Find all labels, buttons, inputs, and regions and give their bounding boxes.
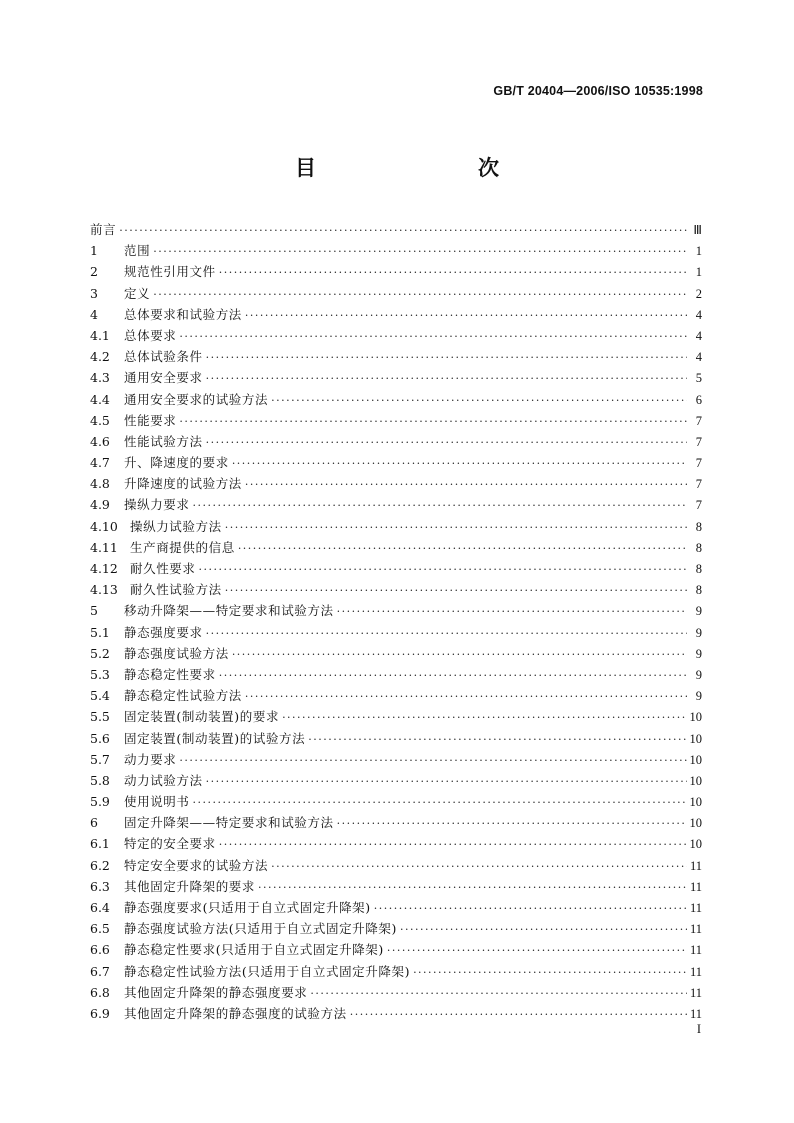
toc-entry-number: 5.3 [90,666,110,682]
toc-entry-label: 总体要求和试验方法 [124,306,242,322]
toc-entry-page: 11 [689,901,702,915]
toc-dot-leader [219,665,687,686]
toc-entry[interactable] [90,473,702,494]
toc-entry-number: 4.4 [90,391,110,407]
toc-entry-number: 6.7 [90,963,110,979]
toc-entry-label: 规范性引用文件 [124,264,216,280]
toc-entry-label: 性能试验方法 [124,433,203,449]
toc-entry-page: 8 [695,519,702,534]
toc-entry[interactable] [90,1003,702,1024]
toc-entry-number: 4.3 [90,370,110,386]
toc-entry[interactable] [90,643,702,664]
toc-entry-label: 通用安全要求的试验方法 [124,391,269,407]
toc-entry-number: 4.2 [90,349,110,365]
toc-entry-page: 9 [695,667,702,682]
toc-dot-leader [206,368,687,389]
toc-entry-number: 6.5 [90,921,110,937]
toc-dot-leader [245,474,687,495]
toc-entry-label: 动力要求 [124,751,177,767]
toc-entry[interactable] [90,367,702,388]
toc-entry-label: 耐久性试验方法 [130,582,222,598]
toc-dot-leader [245,686,687,707]
toc-entry-label: 其他固定升降架的要求 [124,878,256,894]
toc-entry-number: 5.5 [90,709,110,725]
table-of-contents [90,219,702,1024]
toc-entry-page: 4 [695,328,702,343]
toc-entry-page: 10 [689,731,702,746]
toc-entry-number: 5.7 [90,751,110,767]
toc-entry-number: 4.13 [90,582,118,598]
toc-entry-number: 6.4 [90,900,110,915]
toc-dot-leader [206,432,687,453]
toc-entry[interactable] [90,494,702,515]
toc-entry-label: 固定升降架——特定要求和试验方法 [124,815,334,831]
toc-entry-page: 11 [689,943,702,958]
toc-dot-leader [153,241,687,262]
toc-entry-number: 6.3 [90,878,110,894]
toc-entry-page: 9 [695,689,702,704]
toc-entry[interactable] [90,558,702,579]
toc-entry-label: 静态稳定性试验方法(只适用于自立式固定升降架) [124,963,411,979]
toc-entry-label: 升、降速度的要求 [124,455,229,471]
toc-dot-leader [179,326,687,347]
toc-entry-label: 使用说明书 [124,794,190,810]
toc-entry[interactable] [90,304,702,325]
toc-entry-page: 8 [695,583,702,598]
toc-entry-page: 2 [695,286,702,301]
toc-entry-number: 4.12 [90,561,118,576]
toc-entry[interactable] [90,918,702,939]
toc-entry-number: 5.4 [90,688,110,704]
toc-entry-number: 4.1 [90,327,110,343]
page-folio: I [696,1022,701,1036]
toc-entry[interactable] [90,876,702,897]
toc-entry-label: 固定装置(制动装置)的要求 [124,709,280,725]
toc-entry-number: 6.6 [90,942,110,958]
toc-entry-number: 4.8 [90,476,110,492]
toc-entry-label: 耐久性要求 [130,561,196,576]
toc-entry[interactable] [90,261,702,282]
toc-entry-label: 总体要求 [124,327,177,343]
toc-entry-page: 8 [695,540,702,555]
toc-entry[interactable] [90,728,702,749]
toc-entry[interactable] [90,389,702,410]
toc-dot-leader [308,729,686,750]
toc-entry[interactable] [90,346,702,367]
toc-entry-page: 11 [689,922,702,937]
toc-entry-label: 定义 [124,285,151,301]
toc-entry[interactable] [90,219,702,240]
toc-entry-number: 4.5 [90,412,110,428]
toc-entry-label: 静态稳定性要求 [124,666,216,682]
toc-entry-page: 11 [689,985,702,1000]
toc-dot-leader [193,495,687,516]
toc-entry-number: 5.9 [90,794,110,810]
toc-entry-label: 通用安全要求 [124,370,203,386]
toc-entry[interactable] [90,283,702,304]
toc-entry-page: Ⅲ [693,223,702,237]
toc-entry-label: 其他固定升降架的静态强度的试验方法 [124,1005,347,1021]
toc-entry-number: 3 [90,285,98,301]
toc-entry-page: 7 [695,456,702,471]
toc-entry-label: 操纵力试验方法 [130,518,222,534]
toc-entry-number: 2 [90,264,98,280]
toc-dot-leader [179,411,687,432]
toc-dot-leader [238,538,687,559]
toc-dot-leader [232,453,687,474]
toc-entry-label: 范围 [124,243,151,259]
toc-dot-leader [282,707,686,728]
toc-entry-label: 总体试验条件 [124,349,203,365]
toc-entry-page: 8 [695,562,702,576]
toc-entry-label: 前言 [90,222,117,237]
toc-entry[interactable] [90,431,702,452]
toc-entry[interactable] [90,791,702,812]
toc-entry-page: 7 [695,498,702,513]
toc-dot-leader [413,962,687,983]
toc-dot-leader [310,983,687,1004]
toc-entry[interactable] [90,600,702,621]
toc-entry-label: 静态强度要求 [124,624,203,640]
toc-entry[interactable] [90,961,702,982]
toc-entry[interactable] [90,537,702,558]
toc-dot-leader [271,856,687,877]
toc-dot-leader [219,834,687,855]
toc-entry-page: 10 [689,816,702,831]
toc-dot-leader [374,898,687,919]
toc-entry-page: 7 [695,477,702,492]
toc-entry-number: 4.7 [90,455,110,471]
toc-dot-leader [225,517,687,538]
toc-dot-leader [271,390,687,411]
toc-entry-number: 6.9 [90,1005,110,1021]
toc-dot-leader [245,305,687,326]
toc-entry-page: 10 [689,710,702,725]
toc-entry-page: 10 [689,837,702,852]
toc-entry-label: 移动升降架——特定要求和试验方法 [124,603,334,619]
toc-entry-page: 4 [695,307,702,322]
toc-entry-label: 固定装置(制动装置)的试验方法 [124,730,306,746]
toc-dot-leader [225,580,687,601]
toc-entry-number: 5.8 [90,772,110,788]
toc-entry[interactable] [90,770,702,791]
toc-dot-leader [193,792,687,813]
toc-entry-number: 4.9 [90,497,110,513]
toc-dot-leader [258,877,687,898]
toc-entry[interactable] [90,579,702,600]
toc-dot-leader [199,559,687,580]
toc-entry[interactable] [90,516,702,537]
standard-id: GB/T 20404—2006/ISO 10535:1998 [493,84,703,98]
toc-entry[interactable] [90,622,702,643]
toc-entry-number: 4.10 [90,518,118,534]
toc-dot-leader [206,347,687,368]
toc-entry-label: 静态强度试验方法 [124,645,229,661]
toc-dot-leader [337,601,687,622]
toc-entry-number: 5 [90,603,98,619]
toc-entry[interactable] [90,982,702,1003]
toc-entry[interactable] [90,939,702,960]
toc-entry-number: 1 [90,243,98,259]
toc-entry-page: 10 [689,795,702,810]
toc-entry[interactable] [90,897,702,918]
toc-entry-number: 4.6 [90,433,110,449]
toc-entry-label: 生产商提供的信息 [130,539,235,555]
toc-dot-leader [232,644,687,665]
toc-entry-page: 11 [689,858,702,873]
toc-entry-number: 4.11 [90,539,118,555]
toc-entry-page: 11 [689,964,702,979]
toc-entry-label: 动力试验方法 [124,772,203,788]
toc-entry-number: 6.2 [90,857,110,873]
toc-entry[interactable] [90,452,702,473]
toc-entry-number: 5.2 [90,645,110,661]
toc-dot-leader [119,220,687,241]
toc-entry[interactable] [90,240,702,261]
toc-entry-number: 5.6 [90,730,110,746]
toc-entry-label: 特定安全要求的试验方法 [124,857,269,873]
toc-entry-page: 7 [695,434,702,449]
toc-entry-page: 7 [695,413,702,428]
toc-entry-page: 1 [695,265,702,280]
toc-entry[interactable] [90,855,702,876]
toc-entry-number: 5.1 [90,624,110,640]
toc-entry[interactable] [90,685,702,706]
toc-entry-page: 6 [695,392,702,407]
toc-entry-page: 10 [689,773,702,788]
toc-dot-leader [350,1004,687,1025]
toc-dot-leader [219,262,687,283]
toc-entry-label: 静态强度试验方法(只适用于自立式固定升降架) [124,921,397,937]
toc-entry[interactable] [90,749,702,770]
toc-entry-page: 1 [695,244,702,259]
toc-dot-leader [400,919,687,940]
toc-entry-label: 静态稳定性试验方法 [124,688,242,704]
toc-entry-page: 9 [695,646,702,661]
toc-entry-label: 静态强度要求(只适用于自立式固定升降架) [124,900,371,915]
toc-dot-leader [387,940,687,961]
toc-entry-number: 6.1 [90,836,110,852]
toc-entry[interactable] [90,410,702,431]
toc-dot-leader [206,623,687,644]
toc-dot-leader [179,750,686,771]
toc-entry[interactable] [90,812,702,833]
toc-entry-label: 特定的安全要求 [124,836,216,852]
toc-dot-leader [337,813,687,834]
toc-entry-label: 性能要求 [124,412,177,428]
toc-dot-leader [206,771,687,792]
toc-entry-page: 5 [695,371,702,386]
toc-entry-page: 9 [695,625,702,640]
toc-entry[interactable] [90,664,702,685]
page-title: 目 次 [295,155,539,180]
toc-dot-leader [153,284,687,305]
toc-entry-number: 6 [90,815,98,831]
toc-entry-number: 6.8 [90,984,110,1000]
toc-entry-page: 10 [689,752,702,767]
toc-entry-number: 4 [90,306,98,322]
toc-entry-label: 升降速度的试验方法 [124,476,242,492]
toc-entry-label: 其他固定升降架的静态强度要求 [124,984,308,1000]
toc-entry-page: 11 [689,1006,702,1021]
toc-entry[interactable] [90,325,702,346]
toc-entry[interactable] [90,706,702,727]
toc-entry[interactable] [90,833,702,854]
toc-entry-page: 9 [695,604,702,619]
toc-entry-label: 静态稳定性要求(只适用于自立式固定升降架) [124,942,384,958]
toc-entry-label: 操纵力要求 [124,497,190,513]
toc-entry-page: 4 [695,350,702,365]
toc-entry-page: 11 [689,879,702,894]
